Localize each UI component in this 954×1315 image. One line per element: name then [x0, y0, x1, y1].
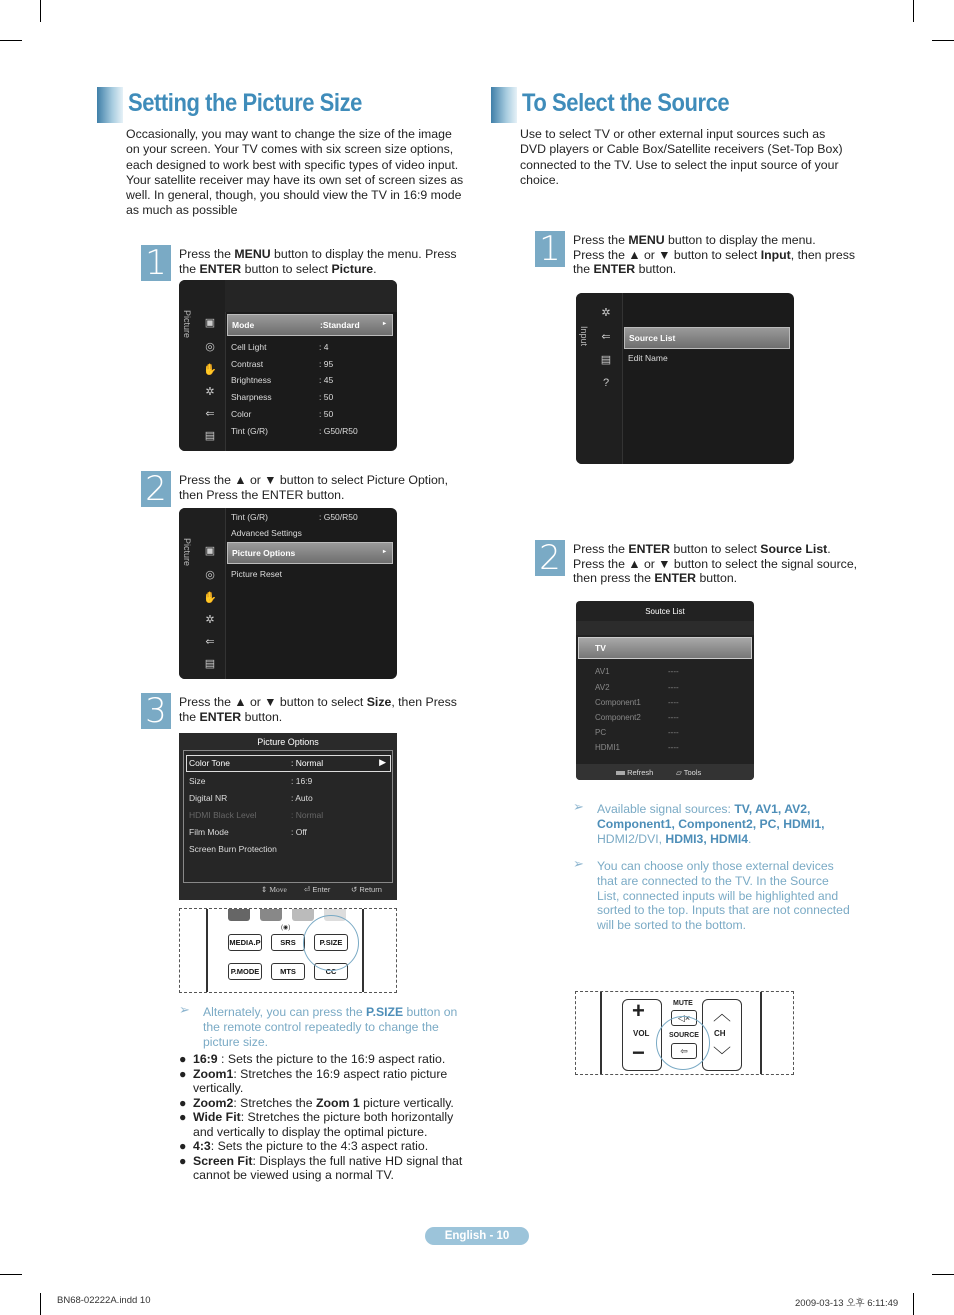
menu-row[interactable]: Contrast : 95	[231, 359, 334, 369]
return-hint: ↺ Return	[351, 885, 382, 894]
tools-icon: ▱	[676, 768, 682, 777]
media-p-button[interactable]: MEDIA.P	[228, 934, 262, 951]
color-key	[228, 909, 250, 921]
menu-row[interactable]: Screen Burn Protection	[189, 844, 277, 854]
step-text: Press the ENTER button to select Source List. Press the ▲ or ▼ button to select the signal source, then press the ENTER button.	[573, 542, 858, 585]
menu-row[interactable]: Tint (G/R) : G50/R50	[231, 512, 358, 522]
picture-menu-screen	[179, 280, 397, 451]
color-key	[292, 909, 314, 921]
sound-icon: ◎	[205, 569, 215, 581]
tip-note: Alternately, you can press the P.SIZE button on the remote control repeatedly to change the picture size.	[203, 1005, 458, 1049]
tip-note: Available signal sources: TV, AV1, AV2, Component1, Component2, PC, HDMI1, HDMI2/DVI, HDMI3, HDMI4.	[597, 802, 825, 846]
updown-icon: ⇕	[261, 885, 268, 894]
channel-icon: ✋	[203, 364, 217, 376]
vol-label: VOL	[633, 1029, 650, 1038]
step-number: 1	[535, 231, 565, 267]
menu-row[interactable]: Cell Light : 4	[231, 342, 329, 352]
tip-arrow-icon: ➢	[179, 1002, 190, 1017]
source-row[interactable]: Component2 ----	[595, 713, 679, 722]
srs-icon: (◉)	[281, 925, 291, 931]
title-accent	[97, 87, 123, 123]
p-mode-button[interactable]: P.MODE	[228, 963, 262, 980]
refresh-hint: Refresh	[616, 768, 653, 777]
menu-highlight-row[interactable]: TV	[578, 637, 752, 659]
source-list-dialog	[576, 601, 754, 780]
source-row[interactable]: AV2 ----	[595, 683, 679, 692]
menu-highlight-row[interactable]: Picture Options ▸	[227, 542, 393, 564]
menu-row[interactable]: Sharpness : 50	[231, 392, 334, 402]
list-item: ● Zoom1: Stretches the 16:9 aspect ratio picture vertically.	[179, 1066, 448, 1095]
application-icon: ▤	[204, 658, 216, 670]
list-item: ● 4:3: Sets the picture to the 4:3 aspect ratio.	[179, 1139, 429, 1153]
source-label: SOURCE	[669, 1032, 699, 1039]
dialog-title: Soutce List	[645, 607, 685, 616]
menu-row[interactable]: Size : 16:9	[189, 776, 313, 786]
dialog-band	[576, 621, 754, 635]
crop-mark	[0, 1274, 22, 1275]
menu-row-disabled: HDMI Black Level : Normal	[189, 810, 324, 820]
input-icon: ⇐	[205, 408, 215, 420]
menu-side-label: Picture	[182, 310, 192, 339]
picture-options-menu-screen	[179, 508, 397, 679]
cc-button[interactable]: CC	[314, 963, 348, 980]
title-accent	[491, 87, 517, 123]
intro-paragraph: Occasionally, you may want to change the size of the image on your screen. Your TV comes with six screen size options, each designed to work best with specific types of video input. Your satellite receiver may have its own set of screen sizes as well. In general, though, you should view the TV in 16:9 mode as much as possible	[126, 127, 464, 218]
move-hint: ⇕ Move	[261, 885, 287, 894]
source-row[interactable]: AV1 ----	[595, 667, 679, 676]
red-key-icon	[616, 771, 625, 775]
step-text: Press the MENU button to display the menu. Press the ENTER button to select Picture.	[179, 247, 457, 276]
menu-row[interactable]: Tint (G/R) : G50/R50	[231, 426, 358, 436]
print-date: 2009-03-13 오후 6:11:49	[795, 1298, 899, 1309]
vol-up-icon[interactable]: +	[632, 998, 645, 1023]
tip-note: You can choose only those external devices that are connected to the TV. In the Source List, connected inputs will be highlighted and sorted to the top. Inputs that are not connected will be sorted to the bottom.	[597, 859, 850, 933]
mute-label: MUTE	[673, 1000, 693, 1007]
input-icon: ⇐	[205, 636, 215, 648]
step-text: Press the ▲ or ▼ button to select Size, then Press the ENTER button.	[179, 695, 457, 724]
menu-row[interactable]: Picture Reset	[231, 569, 283, 579]
menu-side-label: Picture	[182, 538, 192, 567]
tip-arrow-icon: ➢	[573, 799, 584, 814]
menu-row[interactable]: Advanced Settings	[231, 528, 302, 538]
menu-highlight-row[interactable]: Source List	[624, 327, 790, 349]
crop-mark	[932, 1274, 954, 1275]
menu-highlight-row[interactable]: Mode :Standard ▸	[227, 314, 393, 336]
menu-row[interactable]: Edit Name	[628, 353, 668, 363]
section-title-select-source: To Select the Source	[522, 89, 730, 117]
dialog-title: Picture Options	[257, 737, 319, 747]
step-number: 3	[141, 693, 171, 729]
menu-row[interactable]: Film Mode : Off	[189, 827, 307, 837]
highlight-circle	[303, 915, 359, 971]
menu-top-band	[225, 280, 397, 312]
tip-arrow-icon: ➢	[573, 856, 584, 871]
list-item: ● Screen Fit: Displays the full native HD signal that cannot be viewed using a normal TV.	[179, 1153, 463, 1182]
highlight-circle	[656, 1016, 710, 1070]
p-size-button[interactable]: P.SIZE	[314, 934, 348, 951]
color-key	[260, 909, 282, 921]
menu-side-label: Input	[579, 326, 589, 347]
crop-mark	[932, 40, 954, 41]
tools-hint: ▱ Tools	[676, 768, 702, 777]
menu-row[interactable]: Color : 50	[231, 409, 334, 419]
step-number: 2	[535, 540, 565, 576]
setup-icon: ✲	[205, 614, 215, 626]
crop-mark	[0, 40, 22, 41]
crop-mark	[40, 0, 41, 22]
menu-row[interactable]: Brightness : 45	[231, 375, 334, 385]
picture-icon: ▣	[204, 545, 216, 557]
list-item: ● Zoom2: Stretches the Zoom 1 picture vertically.	[179, 1095, 454, 1110]
file-name: BN68-02222A.indd 10	[57, 1295, 151, 1306]
mts-button[interactable]: MTS	[271, 963, 305, 980]
step-text: Press the MENU button to display the menu. Press the ▲ or ▼ button to select Input, then press the ENTER button.	[573, 233, 856, 276]
size-options-list	[179, 1052, 464, 1183]
source-row[interactable]: Component1 ----	[595, 698, 679, 707]
crop-mark	[40, 1293, 41, 1315]
section-title-picture-size: Setting the Picture Size	[128, 89, 362, 117]
srs-button[interactable]: SRS	[271, 934, 305, 951]
channel-icon: ✋	[203, 592, 217, 604]
step-text: Press the ▲ or ▼ button to select Picture Option, then Press the ENTER button.	[179, 473, 449, 502]
chevron-up-icon[interactable]: ︿	[713, 1004, 731, 1024]
crop-mark	[913, 0, 914, 22]
ch-label: CH	[714, 1029, 726, 1038]
picture-icon: ▣	[204, 317, 216, 329]
input-icon: ⇐	[601, 331, 611, 343]
application-icon: ▤	[204, 430, 216, 442]
setup-icon: ✲	[205, 386, 215, 398]
vol-down-icon[interactable]: −	[632, 1040, 645, 1065]
sound-icon: ◎	[205, 341, 215, 353]
setup-icon: ✲	[601, 307, 611, 319]
input-menu-screen	[576, 293, 794, 464]
step-number: 1	[141, 245, 171, 281]
return-icon: ↺	[351, 885, 358, 894]
support-icon: ?	[602, 377, 610, 389]
mute-icon: ◁×	[677, 1013, 691, 1023]
source-row[interactable]: PC ----	[595, 728, 679, 737]
remote-control-psize	[179, 908, 397, 993]
menu-highlight-row[interactable]: Color Tone : Normal ▶	[186, 755, 391, 772]
enter-hint: ⏎ Enter	[304, 885, 331, 894]
page-number-badge: English - 10	[425, 1227, 529, 1245]
crop-mark	[913, 1293, 914, 1315]
application-icon: ▤	[600, 354, 612, 366]
list-item: ● 16:9 : Sets the picture to the 16:9 aspect ratio.	[179, 1052, 446, 1066]
intro-paragraph: Use to select TV or other external input sources such as DVD players or Cable Box/Satellite receivers (Set-Top Box) connected to the TV. Use to select the input source of your choice.	[520, 127, 843, 187]
enter-icon: ⏎	[304, 885, 311, 894]
source-row[interactable]: HDMI1 ----	[595, 743, 679, 752]
source-icon: ⇦	[680, 1046, 688, 1056]
remote-control-source	[575, 991, 794, 1075]
menu-row[interactable]: Digital NR : Auto	[189, 793, 313, 803]
step-number: 2	[141, 471, 171, 507]
picture-options-dialog	[179, 733, 397, 900]
dialog-footer	[576, 764, 754, 780]
chevron-down-icon[interactable]: ﹀	[713, 1046, 731, 1066]
list-item: ● Wide Fit: Stretches the picture both horizontally and vertically to display the optimal picture.	[179, 1110, 454, 1139]
